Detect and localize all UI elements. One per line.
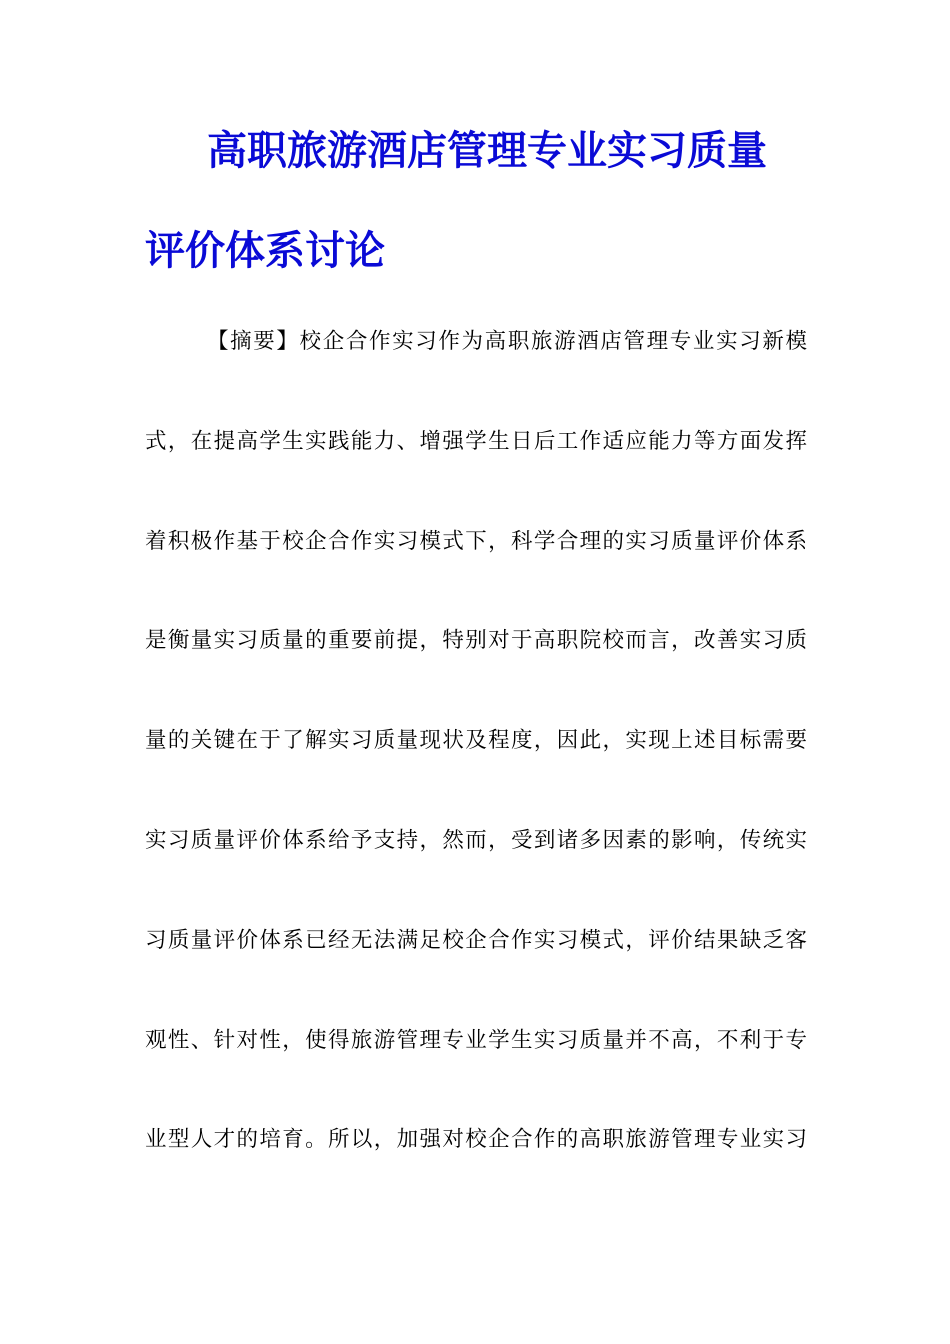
abstract-line-5: 量的关键在于了解实习质量现状及程度，因此，实现上述目标需要 (145, 728, 807, 753)
abstract-line-3: 着积极作基于校企合作实习模式下，科学合理的实习质量评价体系 (145, 529, 807, 554)
abstract-line-6: 实习质量评价体系给予支持，然而，受到诸多因素的影响，传统实 (145, 828, 807, 853)
document-title-line-2: 评价体系讨论 (145, 227, 385, 274)
abstract-line-8: 观性、针对性，使得旅游管理专业学生实习质量并不高，不利于专 (145, 1028, 807, 1053)
abstract-line-7: 习质量评价体系已经无法满足校企合作实习模式，评价结果缺乏客 (145, 928, 807, 953)
abstract-line-4: 是衡量实习质量的重要前提，特别对于高职院校而言，改善实习质 (145, 628, 807, 653)
document-title-line-1: 高职旅游酒店管理专业实习质量 (207, 127, 767, 174)
abstract-line-2: 式，在提高学生实践能力、增强学生日后工作适应能力等方面发挥 (145, 429, 807, 454)
abstract-line-1: 【摘要】校企合作实习作为高职旅游酒店管理专业实习新模 (207, 329, 807, 354)
abstract-line-9: 业型人才的培育。所以，加强对校企合作的高职旅游管理专业实习 (145, 1127, 807, 1152)
